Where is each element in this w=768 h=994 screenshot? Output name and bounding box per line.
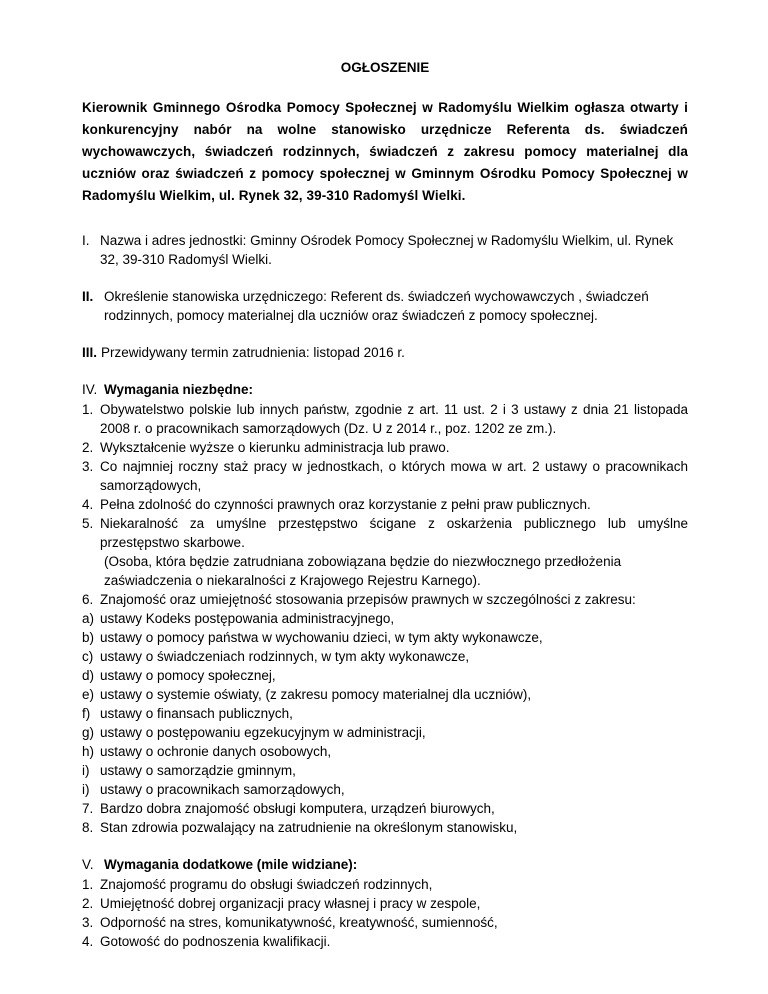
list-item: 2. Umiejętność dobrej organizacji pracy własnej i pracy w zespole, (82, 896, 481, 911)
section-4-number: IV. (82, 382, 98, 397)
section-5-number: V. (82, 857, 94, 872)
intro-paragraph: Kierownik Gminnego Ośrodka Pomocy Społecznej w Radomyślu Wielkim ogłasza otwarty i konkurencyjny nabór na wolne stanowisko urzędnicze Referenta ds. świadczeń wychowawczych, świadczeń rodzinnych, świadczeń z zakresu pomocy materialnej dla uczniów oraz świadczeń z pomocy społecznej w Gminnym Ośrodku Pomocy Społecznej w Radomyślu Wielkim, ul. Rynek 32, 39-310 Radomyśl Wielki. (82, 100, 688, 203)
section-3 (82, 343, 688, 362)
section-4-header (82, 380, 688, 399)
sub-list-item: a) ustawy Kodeks postępowania administracyjnego, (82, 611, 395, 626)
sub-list-item: e) ustawy o systemie oświaty, (z zakresu pomocy materialnej dla uczniów), (82, 687, 532, 702)
list-item: 6. Znajomość oraz umiejętność stosowania przepisów prawnych w szczególności z zakresu: (82, 592, 636, 607)
list-note: (Osoba, która będzie zatrudniana zobowiązana będzie do niezwłocznego przedłożenia zaświadczenia o niekaralności z Krajowego Rejestru Karnego). (104, 554, 622, 588)
list-item: 7. Bardzo dobra znajomość obsługi komputera, urządzeń biurowych, (82, 801, 495, 816)
section-1-text: Nazwa i adres jednostki: Gminny Ośrodek Pomocy Społecznej w Radomyślu Wielkim, ul. Rynek 32, 39-310 Radomyśl Wielki. (100, 233, 674, 267)
list-item: 5. Niekaralność za umyślne przestępstwo ścigane z oskarżenia publicznego lub umyślne przestępstwo skarbowe. (82, 516, 688, 550)
required-list (82, 400, 688, 837)
list-item: 1. Obywatelstwo polskie lub innych państw, zgodnie z art. 11 ust. 2 i 3 ustawy z dnia 21 listopada 2008 r. o pracownikach samorządowych (Dz. U z 2014 r., poz. 1202 ze zm.). (82, 402, 688, 436)
sub-list-item: g) ustawy o postępowaniu egzekucyjnym w administracji, (82, 725, 426, 740)
list-item: 8. Stan zdrowia pozwalający na zatrudnienie na określonym stanowisku, (82, 820, 518, 835)
section-2-text: Określenie stanowiska urzędniczego: Referent ds. świadczeń wychowawczych , świadczeń rodzinnych, pomocy materialnej dla uczniów oraz świadczeń z pomocy społecznej. (104, 289, 649, 323)
list-item: 3. Odporność na stres, komunikatywność, kreatywność, sumienność, (82, 915, 498, 930)
list-item: 4. Gotowość do podnoszenia kwalifikacji. (82, 934, 331, 949)
list-item: 4. Pełna zdolność do czynności prawnych oraz korzystanie z pełni praw publicznych. (82, 497, 591, 512)
section-5 (82, 855, 688, 951)
section-5-heading: Wymagania dodatkowe (mile widziane): (104, 857, 358, 872)
additional-list (82, 875, 688, 951)
section-3-text: Przewidywany termin zatrudnienia: listopad 2016 r. (101, 345, 405, 360)
section-1-number: I. (82, 233, 90, 248)
section-4-heading: Wymagania niezbędne: (104, 382, 254, 397)
sub-list-item: f) ustawy o finansach publicznych, (82, 706, 293, 721)
list-item: 3. Co najmniej roczny staż pracy w jednostkach, o których mowa w art. 2 ustawy o pracownikach samorządowych, (82, 459, 688, 493)
section-2 (82, 287, 688, 325)
sub-list-item: i) ustawy o samorządzie gminnym, (82, 763, 296, 778)
list-item: 2. Wykształcenie wyższe o kierunku administracja lub prawo. (82, 440, 450, 455)
sub-list-item: d) ustawy o pomocy społecznej, (82, 668, 276, 683)
sub-list-item: i) ustawy o pracownikach samorządowych, (82, 782, 345, 797)
sub-list-item: h) ustawy o ochronie danych osobowych, (82, 744, 332, 759)
section-2-number: II. (82, 289, 94, 304)
section-1 (82, 231, 688, 269)
section-4 (82, 380, 688, 837)
sub-list-item: b) ustawy o pomocy państwa w wychowaniu dzieci, w tym akty wykonawcze, (82, 630, 543, 645)
document-title: OGŁOSZENIE (340, 60, 430, 75)
document-page (82, 58, 688, 951)
section-5-header (82, 855, 688, 874)
section-3-number: III. (82, 345, 98, 360)
list-item: 1. Znajomość programu do obsługi świadczeń rodzinnych, (82, 877, 433, 892)
sub-list-item: c) ustawy o świadczeniach rodzinnych, w tym akty wykonawcze, (82, 649, 470, 664)
